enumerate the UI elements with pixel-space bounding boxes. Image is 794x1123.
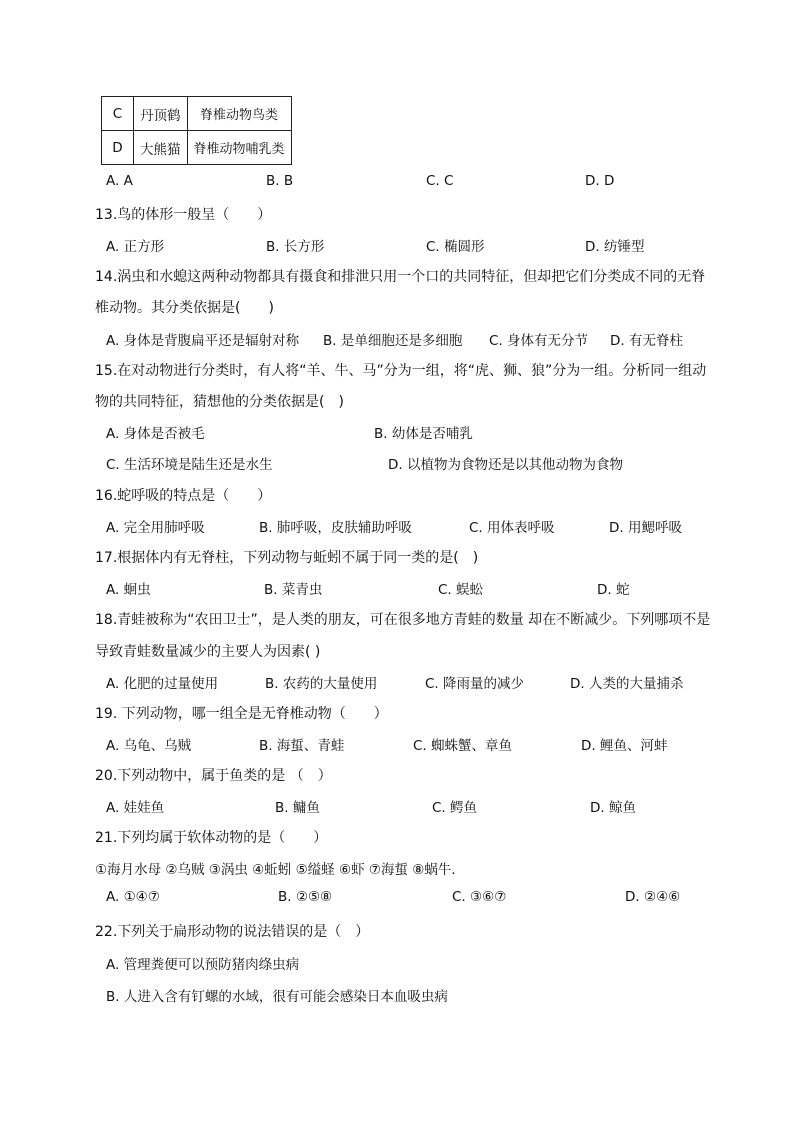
q18-option-d: D. 人类的大量捕杀 [570, 676, 684, 692]
q15-option-c: C. 生活环境是陆生还是水生 [106, 457, 273, 473]
q20-option-b: B. 鳙鱼 [275, 800, 320, 816]
question-22-text: 22.下列关于扁形动物的说法错误的是（ ） [95, 924, 370, 940]
q19-option-c: C. 蜘蛛蟹、章鱼 [413, 738, 513, 754]
q12-option-b: B. B [266, 173, 294, 189]
table-cell-letter: D [102, 131, 134, 165]
question-19-text: 19. 下列动物，哪一组全是无脊椎动物（ ） [95, 706, 388, 722]
q13-option-c: C. 椭圆形 [426, 239, 485, 255]
table-cell-category: 脊椎动物鸟类 [187, 97, 291, 131]
q22-option-a: A. 管理粪便可以预防猪肉绦虫病 [106, 957, 300, 973]
question-14-text-line2: 椎动物。其分类依据是( ) [95, 300, 274, 316]
q15-option-a: A. 身体是否被毛 [106, 426, 205, 442]
q12-option-a: A. A [106, 173, 133, 189]
q14-option-b: B. 是单细胞还是多细胞 [323, 333, 463, 349]
q13-option-d: D. 纺锤型 [585, 239, 645, 255]
q16-option-d: D. 用鳃呼吸 [609, 520, 682, 536]
question-18-text-line2: 导致青蛙数量减少的主要人为因素( ) [95, 644, 321, 660]
q15-option-b: B. 幼体是否哺乳 [374, 426, 473, 442]
question-16-text: 16.蛇呼吸的特点是（ ） [95, 488, 272, 504]
question-15-text-line1: 15.在对动物进行分类时，有人将“羊、牛、马”分为一组，将“虎、狮、狼”分为一组。分析同一组动 [95, 363, 707, 379]
q13-option-a: A. 正方形 [106, 239, 165, 255]
q18-option-c: C. 降雨量的减少 [425, 676, 525, 692]
q12-option-c: C. C [426, 173, 454, 189]
q18-option-b: B. 农药的大量使用 [265, 676, 378, 692]
q13-option-b: B. 长方形 [266, 239, 325, 255]
q20-option-a: A. 娃娃鱼 [106, 800, 165, 816]
question-20-text: 20.下列动物中，属于鱼类的是 （ ） [95, 768, 332, 784]
table-row [102, 131, 292, 165]
q15-option-d: D. 以植物为食物还是以其他动物为食物 [388, 457, 623, 473]
table-cell-name: 大熊猫 [134, 131, 188, 165]
q21-option-d: D. ②④⑥ [625, 889, 681, 905]
q20-option-d: D. 鲸鱼 [590, 800, 636, 816]
q19-option-d: D. 鲤鱼、河蚌 [581, 738, 668, 754]
question-14-text-line1: 14.涡虫和水螅这两种动物都具有摄食和排泄只用一个口的共同特征，但却把它们分类成不同的无脊 [95, 269, 706, 285]
q14-option-d: D. 有无脊柱 [610, 333, 683, 349]
table-cell-category: 脊椎动物哺乳类 [187, 131, 291, 165]
question-17-text: 17.根据体内有无脊柱，下列动物与蚯蚓不属于同一类的是( ) [95, 550, 479, 566]
question-13-text: 13.鸟的体形一般呈（ ） [95, 207, 272, 223]
q17-option-a: A. 蛔虫 [106, 582, 151, 598]
q21-option-b: B. ②⑤⑧ [278, 889, 333, 905]
q14-option-c: C. 身体有无分节 [489, 333, 589, 349]
q16-option-b: B. 肺呼吸，皮肤辅助呼吸 [259, 520, 412, 536]
q18-option-a: A. 化肥的过量使用 [106, 676, 219, 692]
q19-option-a: A. 乌龟、乌贼 [106, 738, 192, 754]
q22-option-b: B. 人进入含有钉螺的水域，很有可能会感染日本血吸虫病 [106, 989, 448, 1005]
classification-table [101, 96, 292, 165]
q20-option-c: C. 鳄鱼 [432, 800, 478, 816]
q16-option-a: A. 完全用肺呼吸 [106, 520, 205, 536]
q19-option-b: B. 海蜇、青蛙 [259, 738, 345, 754]
table-cell-letter: C [102, 97, 134, 131]
table-cell-name: 丹顶鹤 [134, 97, 188, 131]
q14-option-a: A. 身体是背腹扁平还是辐射对称 [106, 333, 300, 349]
table-row [102, 97, 292, 131]
question-18-text-line1: 18.青蛙被称为“农田卫士”，是人类的朋友，可在很多地方青蛙的数量 却在不断减少。下列哪项不是 [95, 612, 711, 628]
q21-option-c: C. ③⑥⑦ [452, 889, 507, 905]
question-21-text: 21.下列均属于软体动物的是（ ） [95, 830, 328, 846]
question-15-text-line2: 物的共同特征，猜想他的分类依据是( ) [95, 394, 344, 410]
q17-option-b: B. 菜青虫 [264, 582, 323, 598]
q17-option-d: D. 蛇 [597, 582, 630, 598]
q21-option-a: A. ①④⑦ [106, 889, 160, 905]
q17-option-c: C. 蜈蚣 [438, 582, 484, 598]
q16-option-c: C. 用体表呼吸 [469, 520, 555, 536]
q12-option-d: D. D [585, 173, 615, 189]
question-21-items: ①海月水母 ②乌贼 ③涡虫 ④蚯蚓 ⑤缢蛏 ⑥虾 ⑦海蜇 ⑧蜗牛． [95, 862, 465, 878]
